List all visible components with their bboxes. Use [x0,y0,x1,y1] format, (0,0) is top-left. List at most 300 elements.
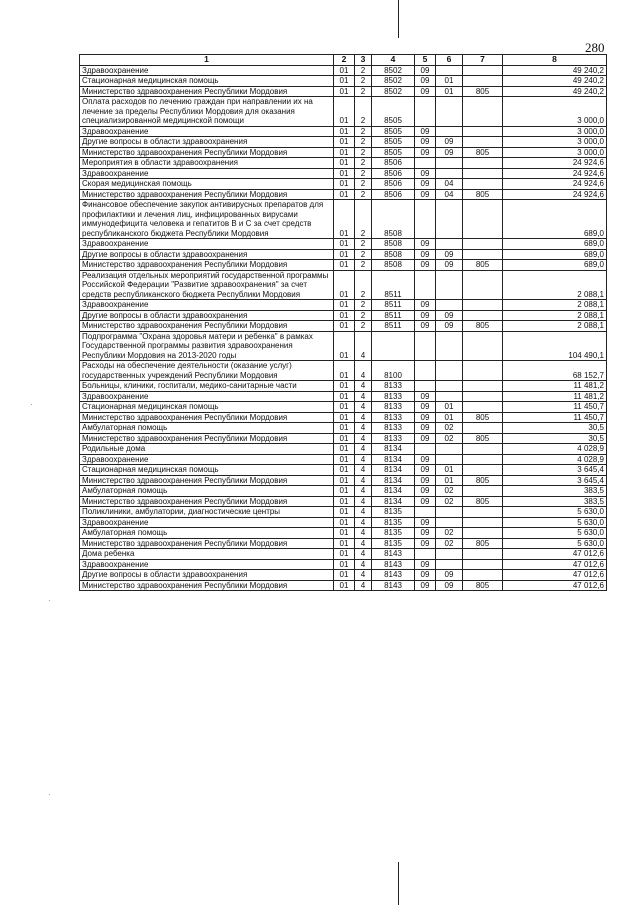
code-col-2: 01 [334,189,355,200]
row-label: Другие вопросы в области здравоохранения [80,137,334,148]
code-col-6 [436,126,463,137]
code-col-4: 8508 [372,249,415,260]
code-col-5: 09 [415,147,436,158]
code-col-6: 01 [436,86,463,97]
code-col-7 [463,179,503,190]
code-col-3: 4 [355,507,372,518]
amount: 104 490,1 [503,331,607,361]
table-row [80,97,607,127]
code-col-3: 2 [355,189,372,200]
code-col-7 [463,507,503,518]
table-row [80,454,607,465]
column-header: 1 [80,55,334,66]
code-col-4: 8511 [372,300,415,311]
code-col-5 [415,200,436,239]
code-col-3: 2 [355,310,372,321]
code-col-5: 09 [415,65,436,76]
code-col-5: 09 [415,517,436,528]
code-col-2: 01 [334,270,355,300]
code-col-3: 2 [355,97,372,127]
code-col-5: 09 [415,465,436,476]
amount: 47 012,6 [503,580,607,591]
code-col-2: 01 [334,86,355,97]
code-col-4: 8133 [372,391,415,402]
code-col-3: 4 [355,454,372,465]
code-col-4: 8135 [372,538,415,549]
code-col-5: 09 [415,321,436,332]
code-col-4: 8505 [372,97,415,127]
code-col-7 [463,391,503,402]
table-row [80,412,607,423]
scan-speck: · [48,790,51,799]
code-col-2: 01 [334,361,355,381]
code-col-6 [436,200,463,239]
table-row [80,517,607,528]
code-col-6 [436,158,463,169]
amount: 3 645,4 [503,475,607,486]
table-row [80,538,607,549]
amount: 4 028,9 [503,454,607,465]
amount: 47 012,6 [503,549,607,560]
code-col-6 [436,239,463,250]
code-col-4: 8505 [372,147,415,158]
code-col-5 [415,361,436,381]
code-col-2: 01 [334,465,355,476]
amount: 49 240,2 [503,76,607,87]
table-row [80,321,607,332]
code-col-2: 01 [334,454,355,465]
code-col-2: 01 [334,517,355,528]
row-label: Другие вопросы в области здравоохранения [80,570,334,581]
code-col-2: 01 [334,412,355,423]
table-row [80,549,607,560]
amount: 689,0 [503,239,607,250]
row-label: Министерство здравоохранения Республики Мордовия [80,475,334,486]
code-col-6 [436,65,463,76]
row-label: Расходы на обеспечение деятельности (оказание услуг) государственных учреждений Республики Мордовия [80,361,334,381]
code-col-6: 01 [436,76,463,87]
code-col-4: 8143 [372,580,415,591]
code-col-7 [463,168,503,179]
code-col-5: 09 [415,454,436,465]
code-col-3: 4 [355,402,372,413]
table-row [80,65,607,76]
code-col-6: 09 [436,147,463,158]
row-label: Мероприятия в области здравоохранения [80,158,334,169]
code-col-3: 2 [355,168,372,179]
code-col-6 [436,97,463,127]
table-row [80,331,607,361]
code-col-3: 2 [355,65,372,76]
code-col-5: 09 [415,260,436,271]
code-col-2: 01 [334,331,355,361]
code-col-4: 8511 [372,321,415,332]
row-label: Дома ребенка [80,549,334,560]
table-row [80,475,607,486]
row-label: Больницы, клиники, госпитали, медико-санитарные части [80,381,334,392]
code-col-4: 8508 [372,260,415,271]
table-row [80,239,607,250]
code-col-5: 09 [415,310,436,321]
code-col-7 [463,570,503,581]
page-number: 280 [585,40,605,55]
code-col-4: 8511 [372,310,415,321]
code-col-7 [463,465,503,476]
row-label: Здравоохранение [80,454,334,465]
code-col-5 [415,270,436,300]
table-row [80,249,607,260]
table-row [80,189,607,200]
code-col-5: 09 [415,580,436,591]
amount: 3 000,0 [503,147,607,158]
table-row [80,200,607,239]
code-col-3: 4 [355,538,372,549]
code-col-4: 8133 [372,402,415,413]
code-col-5: 09 [415,538,436,549]
code-col-3: 4 [355,391,372,402]
code-col-2: 01 [334,310,355,321]
row-label: Поликлиники, амбулатории, диагностические центры [80,507,334,518]
row-label: Другие вопросы в области здравоохранения [80,249,334,260]
amount: 383,5 [503,496,607,507]
table-row [80,402,607,413]
code-col-3: 2 [355,179,372,190]
code-col-6 [436,361,463,381]
amount: 47 012,6 [503,559,607,570]
table-row [80,300,607,311]
row-label: Здравоохранение [80,239,334,250]
code-col-6: 02 [436,423,463,434]
table-row [80,126,607,137]
code-col-6 [436,517,463,528]
amount: 11 481,2 [503,381,607,392]
amount: 689,0 [503,200,607,239]
code-col-6: 02 [436,496,463,507]
code-col-5: 09 [415,189,436,200]
table-row [80,496,607,507]
code-col-5: 09 [415,496,436,507]
code-col-5: 09 [415,433,436,444]
row-label: Здравоохранение [80,391,334,402]
column-header: 8 [503,55,607,66]
table-row [80,570,607,581]
code-col-3: 4 [355,433,372,444]
row-label: Реализация отдельных мероприятий государственной программы Российской Федерации "Развитие здравоохранения" за счет средств республиканского бюджета Республики Мордовия [80,270,334,300]
code-col-5: 09 [415,249,436,260]
code-col-5: 09 [415,423,436,434]
code-col-3: 4 [355,381,372,392]
table-row [80,137,607,148]
column-header: 5 [415,55,436,66]
code-col-6: 02 [436,486,463,497]
code-col-6 [436,454,463,465]
code-col-5: 09 [415,391,436,402]
amount: 11 450,7 [503,412,607,423]
code-col-6: 09 [436,570,463,581]
code-col-3: 4 [355,496,372,507]
budget-table [79,54,607,591]
code-col-2: 01 [334,239,355,250]
row-label: Здравоохранение [80,559,334,570]
code-col-7: 805 [463,321,503,332]
code-col-7: 805 [463,433,503,444]
code-col-3: 2 [355,300,372,311]
code-col-4: 8134 [372,444,415,455]
amount: 30,5 [503,433,607,444]
code-col-7 [463,517,503,528]
code-col-7 [463,444,503,455]
row-label: Министерство здравоохранения Республики Мордовия [80,538,334,549]
code-col-3: 2 [355,126,372,137]
amount: 5 630,0 [503,538,607,549]
code-col-7 [463,559,503,570]
amount: 11 481,2 [503,391,607,402]
row-label: Министерство здравоохранения Республики Мордовия [80,86,334,97]
code-col-2: 01 [334,423,355,434]
amount: 68 152,7 [503,361,607,381]
code-col-6 [436,549,463,560]
amount: 3 000,0 [503,97,607,127]
code-col-2: 01 [334,97,355,127]
row-label: Министерство здравоохранения Республики Мордовия [80,433,334,444]
code-col-3: 4 [355,444,372,455]
code-col-7: 805 [463,260,503,271]
code-col-5: 09 [415,412,436,423]
code-col-6: 09 [436,249,463,260]
code-col-2: 01 [334,549,355,560]
code-col-7 [463,300,503,311]
row-label: Подпрограмма "Охрана здоровья матери и ребенка" в рамках Государственной программы развития здравоохранения Республики Мордовия на 2013-2020 годы [80,331,334,361]
row-label: Министерство здравоохранения Республики Мордовия [80,496,334,507]
code-col-3: 2 [355,239,372,250]
code-col-3: 4 [355,331,372,361]
code-col-4: 8133 [372,433,415,444]
code-col-7 [463,486,503,497]
code-col-5: 09 [415,126,436,137]
code-col-2: 01 [334,137,355,148]
code-col-2: 01 [334,76,355,87]
code-col-3: 2 [355,321,372,332]
code-col-7 [463,126,503,137]
amount: 49 240,2 [503,65,607,76]
table-row [80,76,607,87]
binder-mark-bottom [398,862,399,905]
table-row [80,158,607,169]
code-col-3: 4 [355,361,372,381]
code-col-4: 8134 [372,496,415,507]
code-col-3: 4 [355,465,372,476]
row-label: Оплата расходов по лечению граждан при направлении их на лечение за пределы Республики Мордовия для оказания специализированной медицинской помощи [80,97,334,127]
code-col-5: 09 [415,239,436,250]
code-col-2: 01 [334,381,355,392]
code-col-5: 09 [415,168,436,179]
amount: 47 012,6 [503,570,607,581]
amount: 2 088,1 [503,300,607,311]
code-col-4: 8508 [372,239,415,250]
code-col-5: 09 [415,402,436,413]
code-col-6: 09 [436,137,463,148]
code-col-2: 01 [334,321,355,332]
code-col-3: 2 [355,76,372,87]
code-col-7 [463,361,503,381]
amount: 3 000,0 [503,137,607,148]
code-col-7 [463,249,503,260]
code-col-3: 2 [355,137,372,148]
code-col-2: 01 [334,528,355,539]
table-row [80,580,607,591]
table-row [80,310,607,321]
amount: 689,0 [503,260,607,271]
code-col-5: 09 [415,486,436,497]
code-col-2: 01 [334,65,355,76]
row-label: Министерство здравоохранения Республики Мордовия [80,189,334,200]
row-label: Амбулаторная помощь [80,486,334,497]
amount: 49 240,2 [503,86,607,97]
code-col-3: 4 [355,559,372,570]
table-row [80,147,607,158]
code-col-5: 09 [415,179,436,190]
code-col-3: 4 [355,549,372,560]
code-col-2: 01 [334,260,355,271]
column-header: 3 [355,55,372,66]
code-col-5: 09 [415,475,436,486]
code-col-5: 09 [415,528,436,539]
code-col-7: 805 [463,412,503,423]
row-label: Другие вопросы в области здравоохранения [80,310,334,321]
table-header-row [80,55,607,66]
amount: 5 630,0 [503,528,607,539]
code-col-2: 01 [334,538,355,549]
table-row [80,486,607,497]
amount: 5 630,0 [503,517,607,528]
code-col-5 [415,158,436,169]
code-col-7: 805 [463,538,503,549]
table-row [80,465,607,476]
code-col-3: 2 [355,200,372,239]
code-col-2: 01 [334,126,355,137]
code-col-4: 8135 [372,517,415,528]
code-col-2: 01 [334,444,355,455]
code-col-7 [463,528,503,539]
code-col-3: 2 [355,147,372,158]
code-col-7 [463,381,503,392]
row-label: Скорая медицинская помощь [80,179,334,190]
code-col-2: 01 [334,433,355,444]
code-col-4: 8506 [372,168,415,179]
row-label: Министерство здравоохранения Республики Мордовия [80,321,334,332]
code-col-6: 01 [436,465,463,476]
code-col-5: 09 [415,570,436,581]
code-col-6: 02 [436,538,463,549]
code-col-6: 01 [436,402,463,413]
amount: 2 088,1 [503,310,607,321]
code-col-6: 01 [436,475,463,486]
row-label: Финансовое обеспечение закупок антивирусных препаратов для профилактики и лечения лиц, инфицированных вирусами иммунодефицита человека и гепатитов В и С за счет средств республиканского бюджета Республики Мордовия [80,200,334,239]
code-col-5 [415,549,436,560]
code-col-2: 01 [334,580,355,591]
code-col-6: 09 [436,321,463,332]
code-col-4: 8502 [372,65,415,76]
amount: 2 088,1 [503,321,607,332]
code-col-4: 8133 [372,412,415,423]
row-label: Амбулаторная помощь [80,528,334,539]
code-col-2: 01 [334,486,355,497]
code-col-2: 01 [334,559,355,570]
code-col-4 [372,331,415,361]
code-col-5: 09 [415,86,436,97]
code-col-7 [463,270,503,300]
code-col-7: 805 [463,147,503,158]
table-row [80,361,607,381]
code-col-4: 8134 [372,486,415,497]
code-col-6: 09 [436,260,463,271]
code-col-7 [463,158,503,169]
code-col-2: 01 [334,300,355,311]
scan-speck: · [30,400,33,409]
row-label: Стационарная медицинская помощь [80,465,334,476]
table-row [80,391,607,402]
table-row [80,444,607,455]
code-col-3: 4 [355,412,372,423]
code-col-4: 8502 [372,76,415,87]
code-col-2: 01 [334,147,355,158]
code-col-7 [463,137,503,148]
row-label: Родильные дома [80,444,334,455]
code-col-6: 09 [436,580,463,591]
code-col-7: 805 [463,496,503,507]
code-col-7 [463,549,503,560]
column-header: 4 [372,55,415,66]
code-col-5: 09 [415,137,436,148]
row-label: Здравоохранение [80,300,334,311]
code-col-5 [415,97,436,127]
code-col-2: 01 [334,475,355,486]
code-col-7 [463,65,503,76]
table-row [80,559,607,570]
code-col-2: 01 [334,402,355,413]
code-col-6 [436,444,463,455]
row-label: Министерство здравоохранения Республики Мордовия [80,260,334,271]
code-col-7 [463,76,503,87]
code-col-5: 09 [415,300,436,311]
amount: 4 028,9 [503,444,607,455]
row-label: Здравоохранение [80,126,334,137]
code-col-7 [463,97,503,127]
row-label: Амбулаторная помощь [80,423,334,434]
code-col-3: 4 [355,486,372,497]
code-col-5 [415,444,436,455]
code-col-3: 2 [355,260,372,271]
amount: 30,5 [503,423,607,434]
binder-mark-top [398,0,399,38]
code-col-6 [436,300,463,311]
column-header: 6 [436,55,463,66]
code-col-6 [436,381,463,392]
table-row [80,381,607,392]
code-col-5: 09 [415,559,436,570]
code-col-4: 8511 [372,270,415,300]
code-col-6: 04 [436,189,463,200]
code-col-6 [436,331,463,361]
code-col-6 [436,270,463,300]
code-col-6 [436,391,463,402]
code-col-6 [436,559,463,570]
code-col-7 [463,239,503,250]
amount: 11 450,7 [503,402,607,413]
code-col-2: 01 [334,570,355,581]
amount: 3 645,4 [503,465,607,476]
code-col-3: 2 [355,158,372,169]
